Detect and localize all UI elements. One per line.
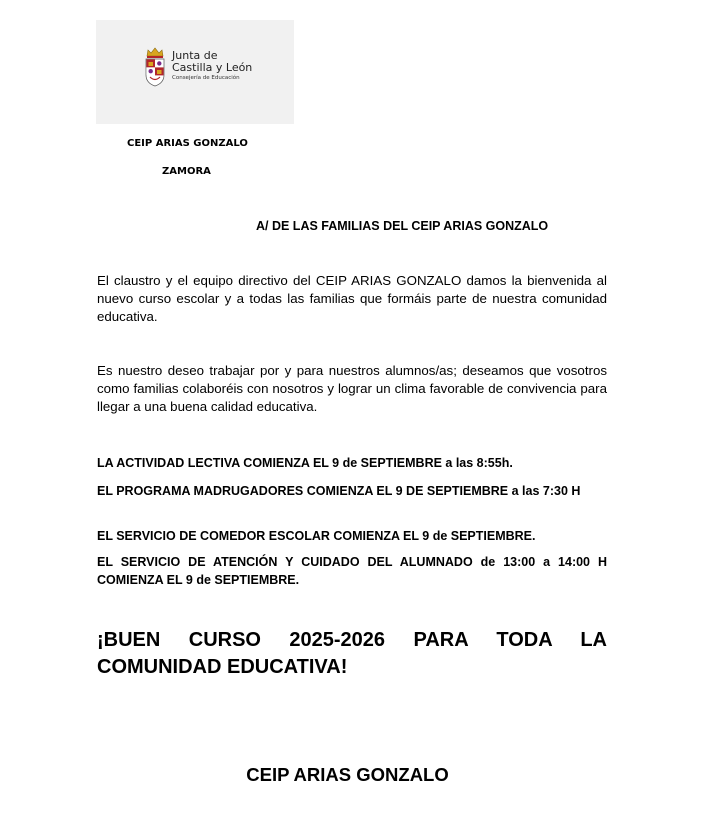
notice-canteen: EL SERVICIO DE COMEDOR ESCOLAR COMIENZA EL 9 de SEPTIEMBRE. (97, 529, 536, 543)
closing-wish: ¡BUEN CURSO 2025-2026 PARA TODA LA COMUNIDAD EDUCATIVA! (97, 629, 607, 678)
signature: CEIP ARIAS GONZALO (246, 764, 449, 785)
logo-text (172, 50, 252, 83)
logo-subtitle: Consejería de Educación (172, 75, 240, 81)
notice-care-service: EL SERVICIO DE ATENCIÓN Y CUIDADO DEL ALUMNADO de 13:00 a 14:00 H COMIENZA EL 9 de SEPTIEMBRE. (97, 555, 607, 587)
logo-block (96, 20, 294, 124)
logo-line-2: Castilla y León (172, 61, 253, 74)
signature-block (0, 764, 703, 786)
notice-early-risers: EL PROGRAMA MADRUGADORES COMIENZA EL 9 DE SEPTIEMBRE a las 7:30 H (97, 484, 581, 498)
school-name: CEIP ARIAS GONZALO (127, 138, 248, 149)
coat-of-arms-icon (144, 47, 166, 87)
school-city: ZAMORA (162, 166, 211, 177)
addressee-heading: A/ DE LAS FAMILIAS DEL CEIP ARIAS GONZALO (256, 219, 549, 233)
wish-paragraph: Es nuestro deseo trabajar por y para nuestros alumnos/as; deseamos que vosotros como familias colaboréis con nosotros y lograr un clima favorable de convivencia para llegar a una buena calidad educativa. (97, 363, 607, 414)
logo-line-1: Junta de (172, 49, 218, 62)
welcome-paragraph: El claustro y el equipo directivo del CEIP ARIAS GONZALO damos la bienvenida al nuevo curso escolar y a todas las familias que formáis parte de nuestra comunidad educativa. (97, 273, 607, 324)
notice-classes-start: LA ACTIVIDAD LECTIVA COMIENZA EL 9 de SEPTIEMBRE a las 8:55h. (97, 456, 513, 470)
